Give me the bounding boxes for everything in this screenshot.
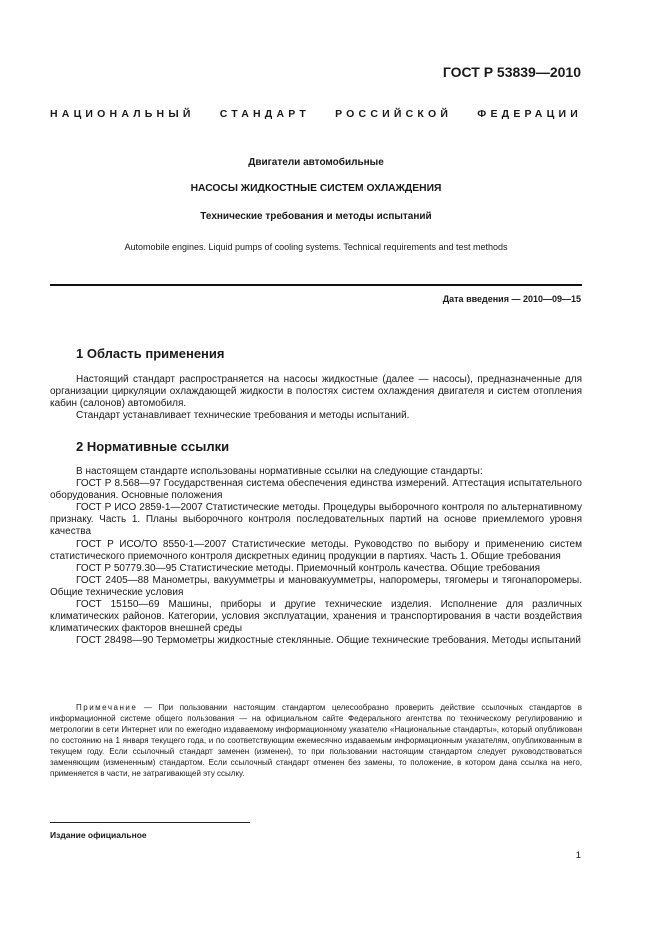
intro-date: Дата введения — 2010—09—15: [442, 294, 581, 304]
section-1-paragraph: Настоящий стандарт распространяется на насосы жидкостные (далее — насосы), предназначенные для организации циркуляции охлаждающей жидкости в полостях систем охлаждения двигателя и систем отопления кабин (салонов) автомобиля.: [50, 374, 582, 410]
page-number: 1: [575, 850, 581, 861]
title-line-3: Технические требования и методы испытаний: [200, 211, 432, 222]
normative-reference: ГОСТ Р ИСО 2859-1—2007 Статистические методы. Процедуры выборочного контроля по альтернативному признаку. Часть 1. Планы выборочного контроля последовательных партий на основе приемлемого уровня качества: [50, 502, 582, 538]
footer-divider: [50, 822, 250, 823]
official-edition: Издание официальное: [50, 830, 147, 840]
title-divider: [50, 284, 582, 286]
section-1-paragraph: Стандарт устанавливает технические требования и методы испытаний.: [76, 410, 410, 422]
note-block: [50, 702, 582, 779]
banner-word: СТАНДАРТ: [219, 108, 310, 120]
normative-reference: ГОСТ 15150—69 Машины, приборы и другие технические изделия. Исполнение для различных климатических районов. Категории, условия эксплуатации, хранения и транспортирования в части воздействия климатических факторов внешней среды: [50, 599, 582, 635]
title-line-2: НАСОСЫ ЖИДКОСТНЫЕ СИСТЕМ ОХЛАЖДЕНИЯ: [190, 183, 442, 194]
note-label: Примечание: [76, 703, 138, 712]
normative-reference: ГОСТ 28498—90 Термометры жидкостные стеклянные. Общие технические требования. Методы испытаний: [76, 635, 581, 647]
note-text: — При пользовании настоящим стандартом целесообразно проверить действие ссылочных стандартов в информационной системе общего пользования — на официальном сайте Федерального агентства по техническому регулированию и метрологии в сети Интернет или по ежегодно издаваемому информационному указателю «Национальные стандарты», который опубликован по состоянию на 1 января текущего года, и по соответствующим ежемесячно издаваемым информационным указателям, опубликованным в текущем году. Если ссылочный стандарт заменен (изменен), то при пользовании настоящим стандартом следует руководствоваться заменяющим (измененным) стандартом. Если ссылочный стандарт отменен без замены, то положение, в котором дана ссылка на него, применяется в части, не затрагивающей эту ссылку.: [50, 703, 582, 778]
section-2-body: [50, 466, 582, 647]
section-1-body: [50, 374, 582, 422]
normative-reference: ГОСТ Р ИСО/ТО 8550-1—2007 Статистические методы. Руководство по выбору и применению систем статистического приемочного контроля дискретных единиц продукции в партиях. Часть 1. Общие требования: [50, 538, 582, 562]
banner-word: НАЦИОНАЛЬНЫЙ: [50, 108, 195, 120]
banner-word: ФЕДЕРАЦИИ: [477, 108, 582, 120]
section-2-intro: В настоящем стандарте использованы нормативные ссылки на следующие стандарты:: [76, 466, 483, 477]
section-1-heading: 1 Область применения: [76, 346, 225, 361]
normative-reference: ГОСТ Р 8.568—97 Государственная система обеспечения единства измерений. Аттестация испытательного оборудования. Основные положения: [50, 478, 582, 502]
banner-word: РОССИЙСКОЙ: [335, 108, 453, 120]
national-standard-banner: [50, 108, 582, 120]
title-english: Automobile engines. Liquid pumps of cooling systems. Technical requirements and test methods: [124, 242, 508, 252]
title-line-1: Двигатели автомобильные: [248, 157, 384, 168]
section-2-heading: 2 Нормативные ссылки: [76, 439, 230, 454]
normative-reference: ГОСТ Р 50779.30—95 Статистические методы. Приемочный контроль качества. Общие требования: [76, 562, 541, 574]
document-code: ГОСТ Р 53839—2010: [442, 64, 581, 80]
normative-reference: ГОСТ 2405—88 Манометры, вакуумметры и мановакуумметры, напоромеры, тягомеры и тягонапоромеры. Общие технические условия: [50, 574, 582, 598]
